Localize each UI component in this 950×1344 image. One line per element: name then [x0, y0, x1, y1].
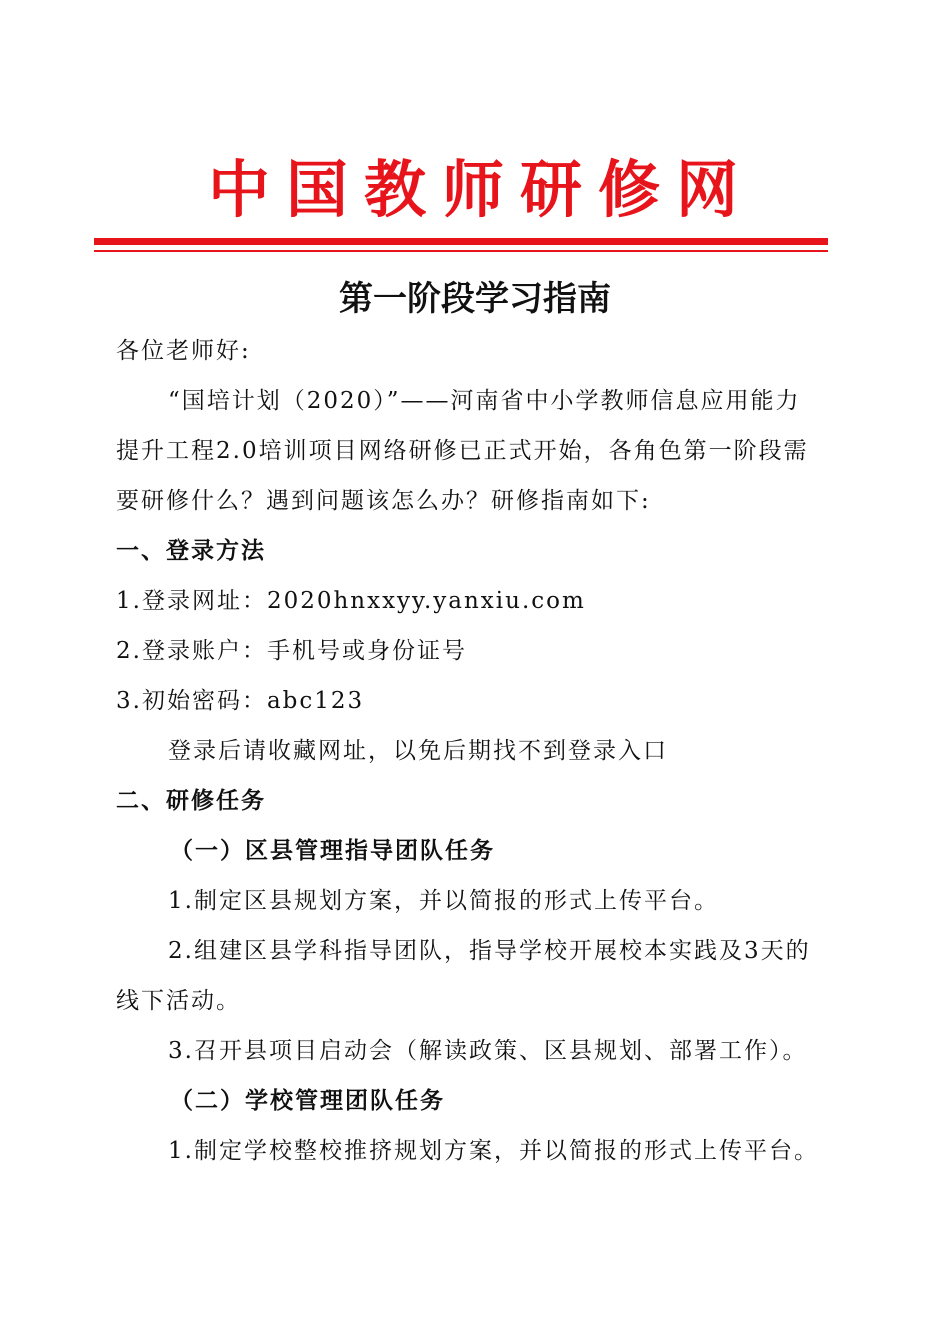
- document-title: 第一阶段学习指南: [339, 279, 611, 319]
- subsection-1-item-1: 1.制定区县规划方案，并以简报的形式上传平台。: [168, 888, 719, 914]
- login-note: 登录后请收藏网址，以免后期找不到登录入口: [168, 738, 668, 764]
- subsection-1-item-3: 3.召开县项目启动会（解读政策、区县规划、部署工作）。: [168, 1038, 808, 1064]
- subsection-1-item-2-line-2: 线下活动。: [116, 988, 241, 1014]
- subsection-1-item-2-line-1: 2.组建区县学科指导团队，指导学校开展校本实践及3天的: [168, 938, 811, 964]
- intro-line-3: 要研修什么？遇到问题该怎么办？研修指南如下:: [116, 488, 651, 514]
- subsection-2-item-1: 1.制定学校整校推挤规划方案，并以简报的形式上传平台。: [168, 1138, 819, 1164]
- section-1-heading: 一、登录方法: [116, 538, 266, 564]
- greeting: 各位老师好:: [116, 338, 251, 364]
- login-url-item: 1.登录网址：2020hnxxyy.yanxiu.com: [116, 588, 586, 614]
- masthead-rule-thick: [94, 238, 828, 245]
- subsection-1-heading: （一）区县管理指导团队任务: [170, 838, 495, 864]
- initial-password-item: 3.初始密码：abc123: [116, 688, 365, 714]
- intro-line-2: 提升工程2.0培训项目网络研修已正式开始，各角色第一阶段需: [116, 438, 809, 464]
- login-account-item: 2.登录账户：手机号或身份证号: [116, 638, 467, 664]
- masthead-title: 中国教师研修网: [207, 153, 754, 226]
- section-2-heading: 二、研修任务: [116, 788, 266, 814]
- intro-line-1: “国培计划（2020）”——河南省中小学教师信息应用能力: [168, 388, 801, 414]
- subsection-2-heading: （二）学校管理团队任务: [170, 1088, 445, 1114]
- masthead-rule-thin: [94, 250, 828, 252]
